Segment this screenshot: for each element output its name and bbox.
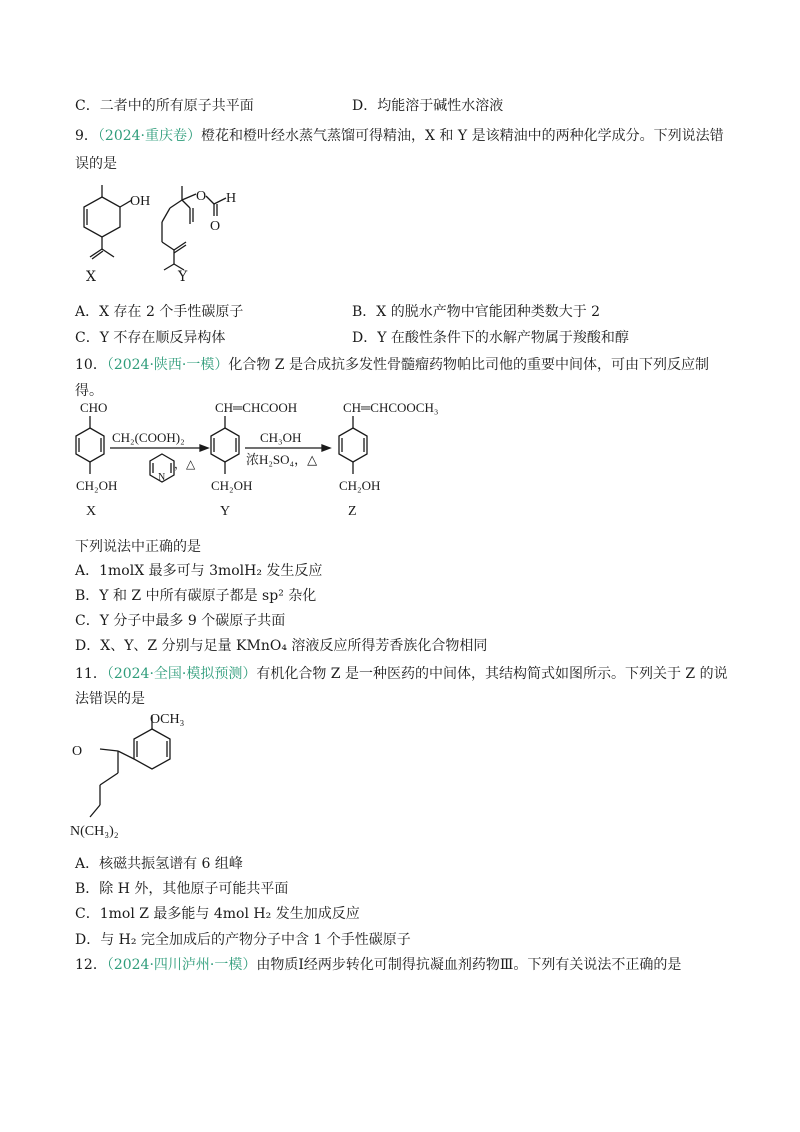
- q11-option-c: C．1mol Z 最多能与 4mol H₂ 发生加成反应: [75, 906, 360, 922]
- q10-z-top: CH═CHCOOCH₃: [343, 400, 439, 415]
- q10-label-z: Z: [348, 504, 357, 519]
- q11-group-top: OCH₃: [150, 712, 185, 727]
- q9-y-group-h: H: [226, 191, 237, 206]
- q10-y-top: CH═CHCOOH: [215, 400, 298, 415]
- q12-source: （2024·四川泸州·一模）: [106, 957, 257, 973]
- q11-option-a: A．核磁共振氢谱有 6 组峰: [75, 856, 243, 872]
- q12-number: 12．: [75, 957, 107, 973]
- q9-option-d: D．Y 在酸性条件下的水解产物属于羧酸和醇: [352, 330, 629, 346]
- q11-option-d: D．与 H₂ 完全加成后的产物分子中含 1 个手性碳原子: [75, 932, 411, 948]
- q12-stem: [75, 956, 681, 974]
- q10-option-a: A．1molX 最多可与 3molH₂ 发生反应: [75, 563, 323, 579]
- q10-pyridine-n: N: [158, 472, 166, 483]
- q10-option-b: B．Y 和 Z 中所有碳原子都是 sp² 杂化: [75, 588, 317, 604]
- q10-stem-line2: 得。: [75, 383, 103, 399]
- q9-option-c: C．Y 不存在顺反异构体: [75, 330, 226, 346]
- q10-option-c: C．Y 分子中最多 9 个碳原子共面: [75, 613, 286, 629]
- q9-option-b: B．X 的脱水产物中官能团种类数大于 2: [352, 304, 601, 320]
- q11-option-b: B．除 H 外，其他原子可能共平面: [75, 881, 289, 897]
- q11-group-bottom: N(CH₃)₂: [70, 824, 119, 839]
- q8-option-c: C．二者中的所有原子共平面: [75, 98, 254, 114]
- q10-reagent1-bottom: ，△: [174, 457, 196, 471]
- q12-stem-text: 由物质Ⅰ经两步转化可制得抗凝血剂药物Ⅲ。下列有关说法不正确的是: [256, 957, 682, 973]
- q10-y-bottom: CH₂OH: [211, 478, 253, 493]
- q10-reagent1-top: CH₂(COOH)₂: [112, 430, 185, 445]
- q11-group-o: O: [72, 744, 83, 759]
- q10-label-y: Y: [220, 504, 231, 519]
- q11-stem-text: 有机化合物 Z 是一种医药的中间体，其结构简式如图所示。下列关于 Z 的说: [256, 666, 728, 682]
- q9-source: （2024·重庆卷）: [97, 128, 202, 144]
- q9-option-a: A．X 存在 2 个手性碳原子: [75, 304, 244, 320]
- q10-option-d: D．X、Y、Z 分别与足量 KMnO₄ 溶液反应所得芳香族化合物相同: [75, 638, 488, 654]
- q9-label-x: X: [86, 269, 96, 285]
- q10-reagent2-top: CH₃OH: [260, 430, 302, 445]
- q9-number: 9．: [75, 128, 98, 144]
- q9-x-group: OH: [130, 194, 151, 209]
- q10-number: 10．: [75, 357, 107, 373]
- q8-option-d: D．均能溶于碱性水溶液: [352, 98, 504, 114]
- q11-stem-line2: 法错误的是: [75, 691, 145, 707]
- q10-source: （2024·陕西·一模）: [106, 357, 229, 373]
- q10-stem-text: 化合物 Z 是合成抗多发性骨髓瘤药物帕比司他的重要中间体，可由下列反应制: [228, 357, 709, 373]
- q10-label-x: X: [86, 504, 97, 519]
- q11-source: （2024·全国·模拟预测）: [106, 666, 257, 682]
- q9-y-group-o: O: [196, 189, 207, 204]
- q9-stem-text: 橙花和橙叶经水蒸气蒸馏可得精油，X 和 Y 是该精油中的两种化学成分。下列说法错: [201, 128, 724, 144]
- q9-stem-line2: 误的是: [75, 156, 117, 172]
- q9-molecule-y: [150, 180, 260, 275]
- q11-number: 11．: [75, 666, 107, 682]
- q10-stem: [75, 356, 709, 374]
- q10-z-bottom: CH₂OH: [339, 478, 381, 493]
- q10-x-bottom: CH₂OH: [76, 478, 118, 493]
- q11-stem: [75, 665, 728, 683]
- q10-x-top: CHO: [80, 400, 108, 415]
- q9-stem: [75, 127, 724, 145]
- q11-molecule-z: [70, 705, 250, 855]
- q10-reaction-scheme: [70, 400, 490, 525]
- q10-question: 下列说法中正确的是: [75, 539, 201, 555]
- q9-y-group-o2: O: [210, 219, 221, 234]
- q9-label-y: Y: [178, 269, 188, 285]
- q10-reagent2-bottom: 浓H₂SO₄，△: [246, 452, 318, 467]
